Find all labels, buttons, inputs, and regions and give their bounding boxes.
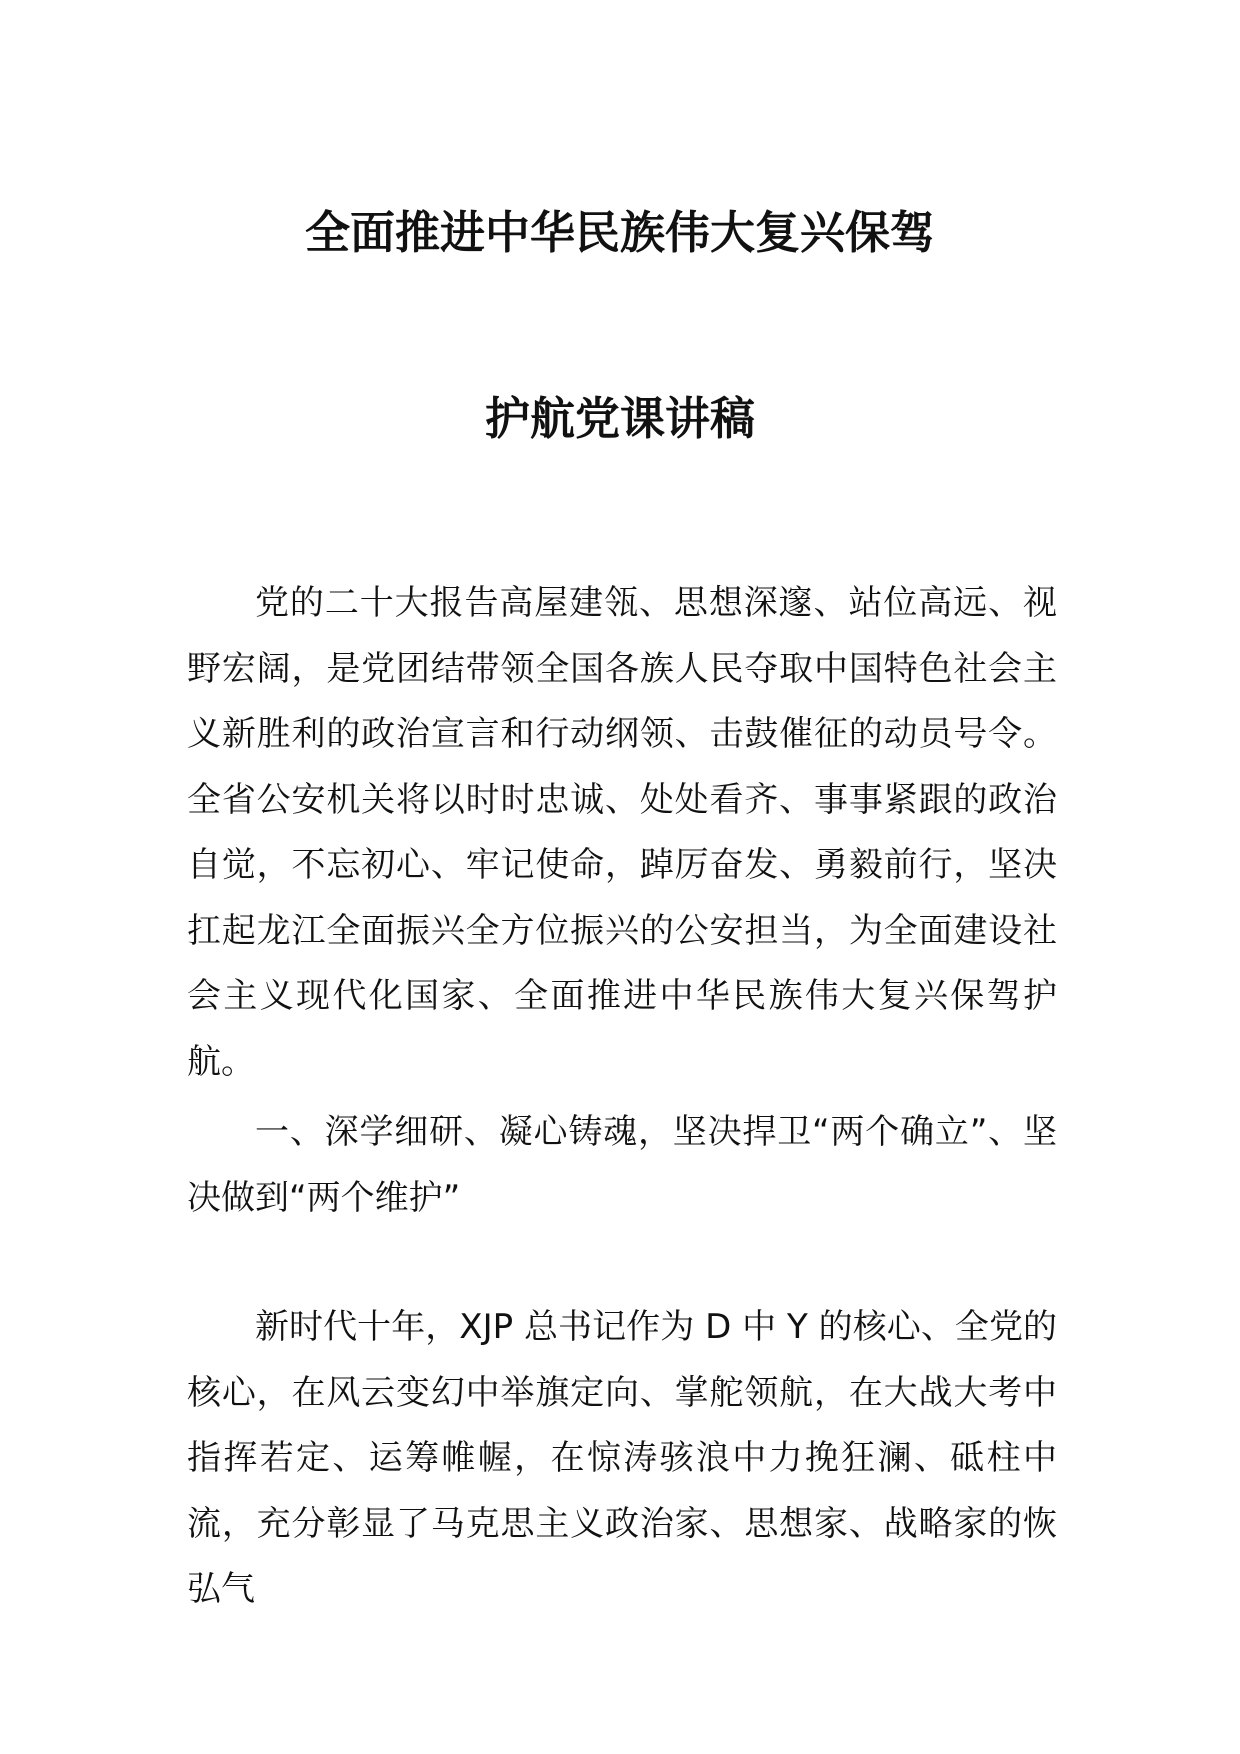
document-title-line-2: 护航党课讲稿 — [484, 392, 755, 445]
document-title-line-1: 全面推进中华民族伟大复兴保驾 — [304, 206, 935, 259]
body-paragraph-section-1: 新时代十年，XJP 总书记作为 D 中 Y 的核心、全党的核心，在风云变幻中举旗定向、掌舵领航，在大战大考中指挥若定、运筹帷幄，在惊涛骇浪中力挽狂澜、砥柱中流，充分彰显了马克思主义政治家、思想家、战略家的恢弘气 — [187, 1307, 1057, 1609]
section-heading-1: 一、深学细研、凝心铸魂，坚决捍卫“两个确立”、坚决做到“两个维护” — [187, 1112, 1057, 1218]
body-paragraph-intro: 党的二十大报告高屋建瓴、思想深邃、站位高远、视野宏阔，是党团结带领全国各族人民夺取中国特色社会主义新胜利的政治宣言和行动纲领、击鼓催征的动员号令。全省公安机关将以时时忠诚、处处看齐、事事紧跟的政治自觉，不忘初心、牢记使命，踔厉奋发、勇毅前行，坚决扛起龙江全面振兴全方位振兴的公安担当，为全面建设社会主义现代化国家、全面推进中华民族伟大复兴保驾护航。 — [187, 583, 1057, 1082]
